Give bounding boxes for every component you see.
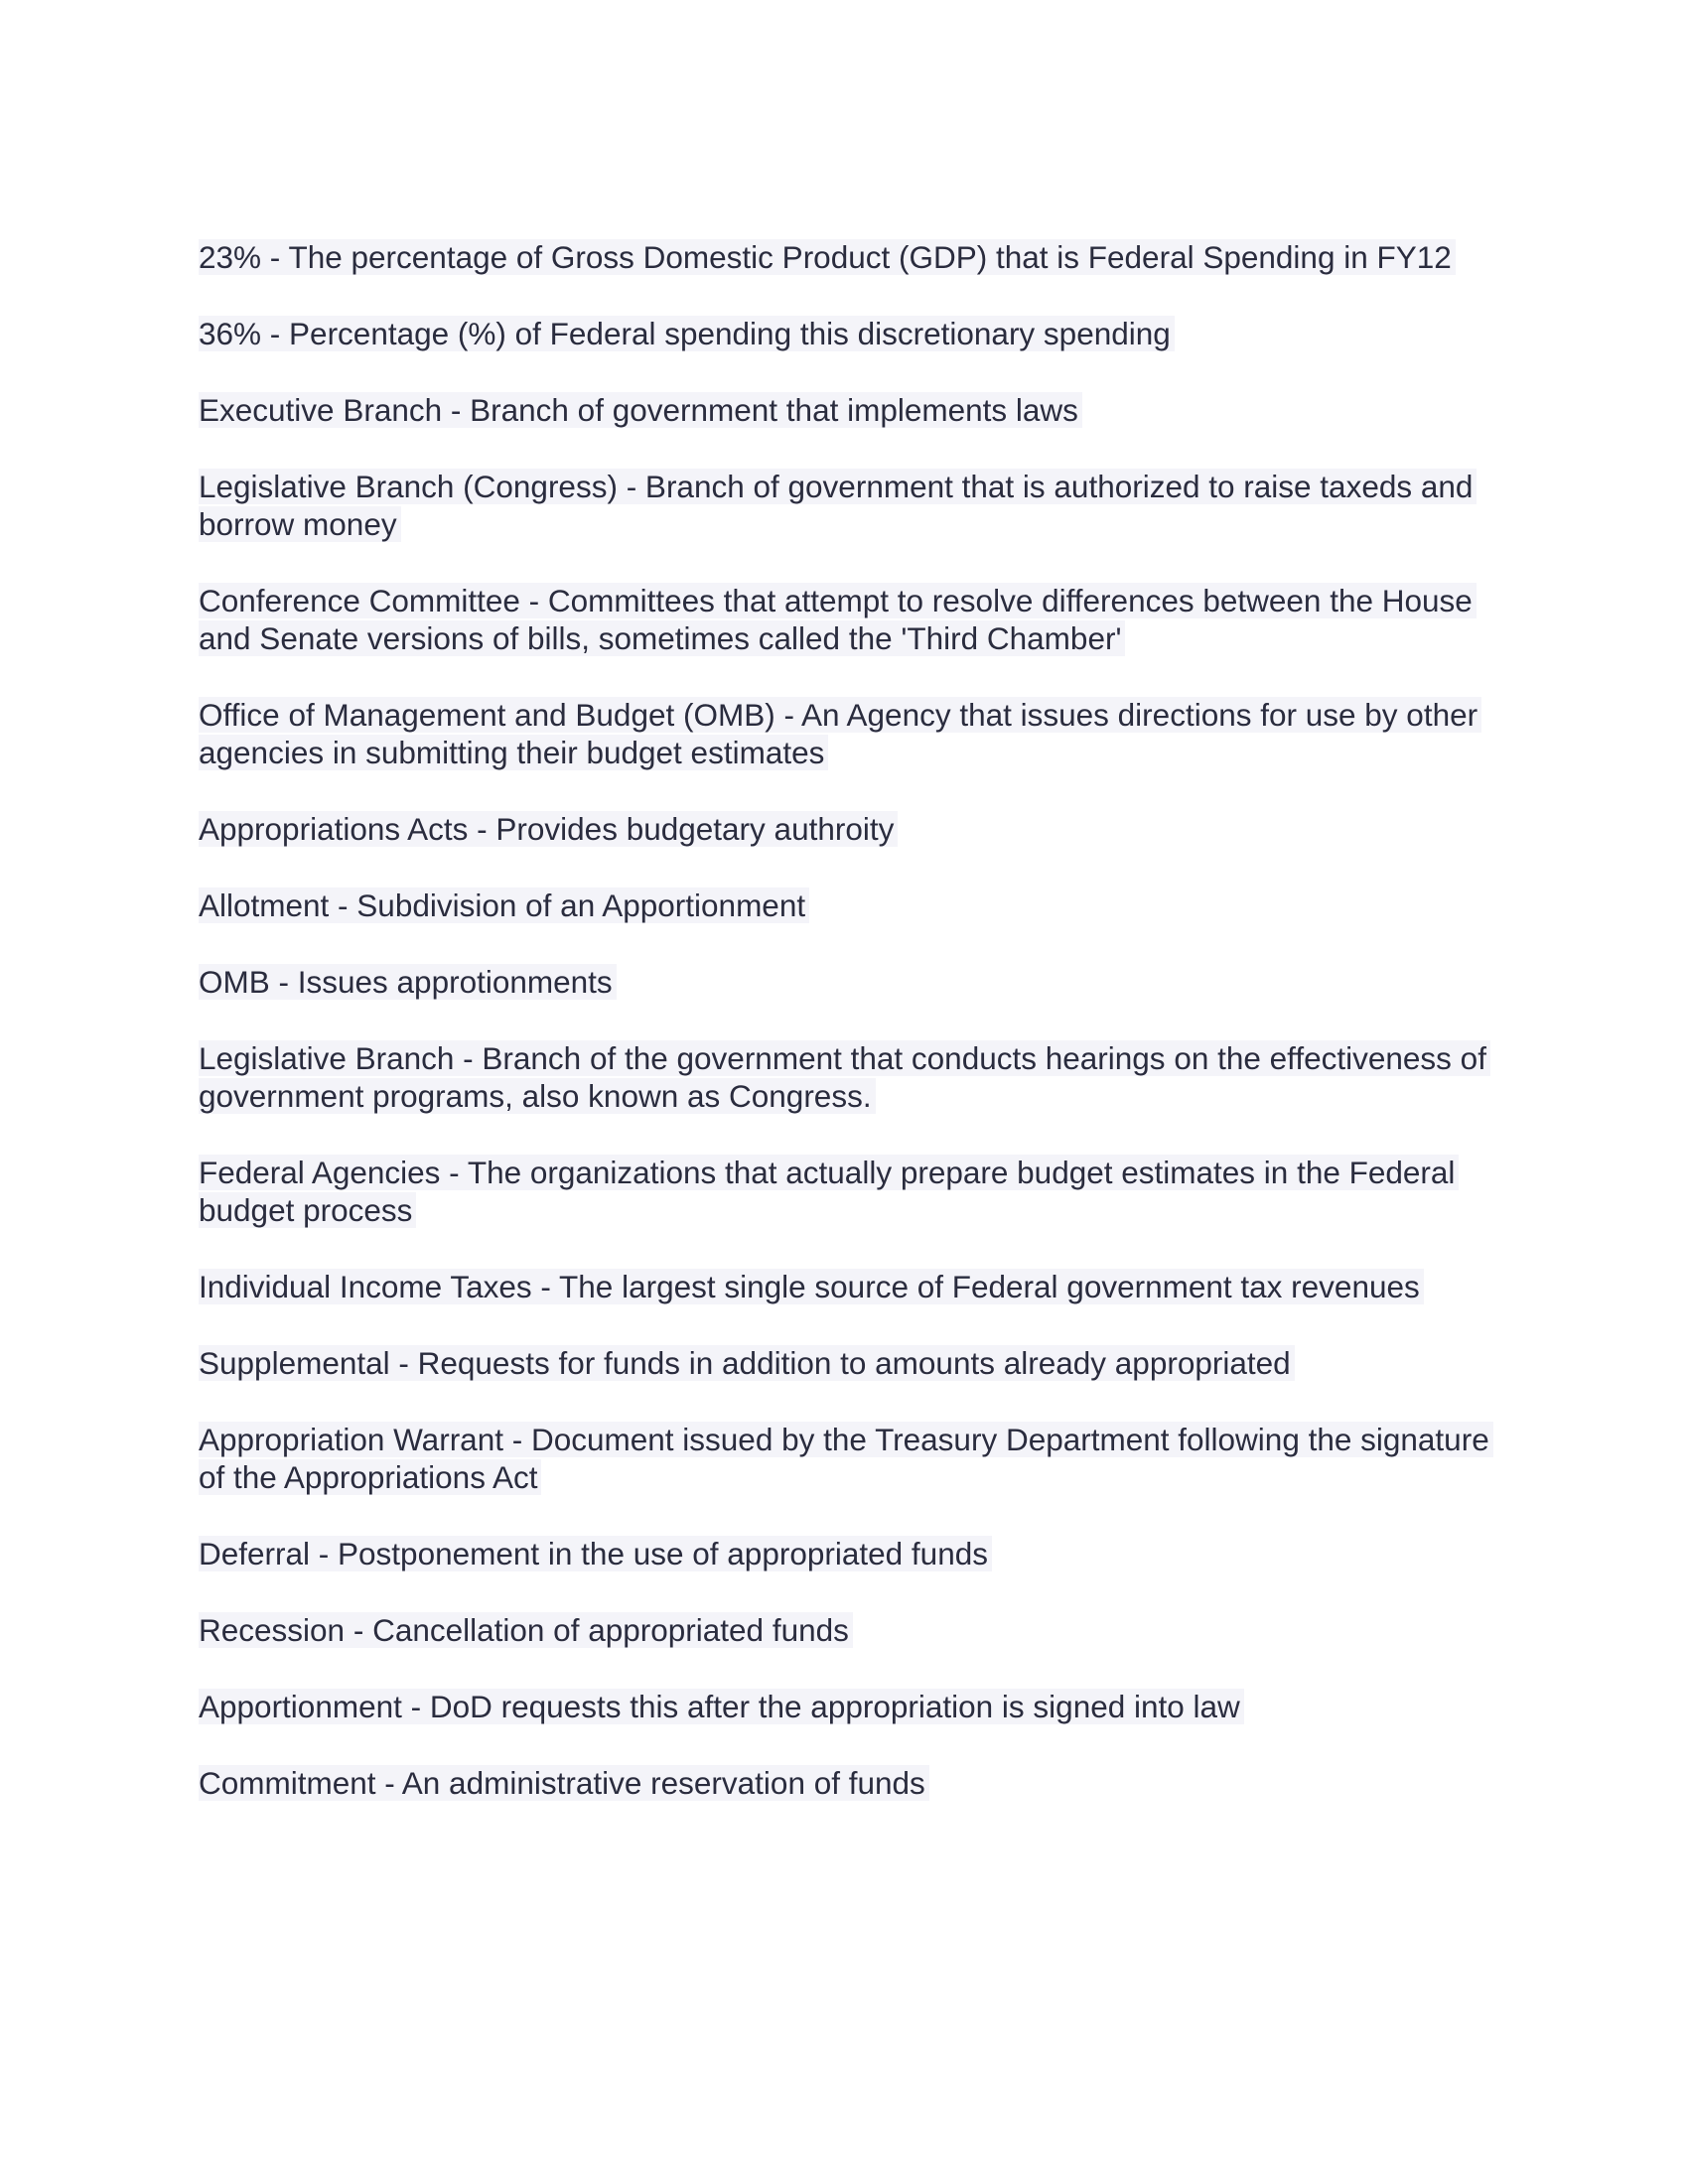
definition-entry xyxy=(199,1421,1499,1496)
definition-text: Appropriation Warrant - Document issued by the Treasury Department following the signature of the Appropriations Act xyxy=(199,1422,1493,1495)
definition-text: Allotment - Subdivision of an Apportionment xyxy=(199,887,809,923)
definition-text: Legislative Branch (Congress) - Branch of government that is authorized to raise taxeds and borrow money xyxy=(199,469,1477,542)
definition-entry xyxy=(199,696,1499,771)
definition-text: Individual Income Taxes - The largest single source of Federal government tax revenues xyxy=(199,1269,1424,1304)
definition-entry xyxy=(199,1154,1499,1229)
definition-text: Appropriations Acts - Provides budgetary authroity xyxy=(199,811,898,847)
definition-text: 36% - Percentage (%) of Federal spending this discretionary spending xyxy=(199,316,1175,351)
definition-entry xyxy=(199,810,1499,848)
definition-entry xyxy=(199,1268,1499,1305)
definition-text: Legislative Branch - Branch of the government that conducts hearings on the effectiveness of government programs, also known as Congress. xyxy=(199,1040,1490,1114)
definition-text: Apportionment - DoD requests this after the appropriation is signed into law xyxy=(199,1689,1244,1724)
definition-text: 23% - The percentage of Gross Domestic Product (GDP) that is Federal Spending in FY12 xyxy=(199,239,1456,275)
definition-entry xyxy=(199,1611,1499,1649)
definition-entry xyxy=(199,887,1499,924)
definition-text: Commitment - An administrative reservation of funds xyxy=(199,1765,929,1801)
definition-text: Supplemental - Requests for funds in addition to amounts already appropriated xyxy=(199,1345,1295,1381)
definition-list xyxy=(199,238,1499,1841)
definition-entry xyxy=(199,963,1499,1001)
definition-entry xyxy=(199,391,1499,429)
definition-text: Federal Agencies - The organizations that actually prepare budget estimates in the Federal budget process xyxy=(199,1155,1459,1228)
definition-text: Deferral - Postponement in the use of appropriated funds xyxy=(199,1536,992,1571)
definition-entry xyxy=(199,1764,1499,1802)
definition-entry xyxy=(199,468,1499,543)
definition-entry xyxy=(199,238,1499,276)
definition-text: Recession - Cancellation of appropriated funds xyxy=(199,1612,853,1648)
definition-text: Office of Management and Budget (OMB) - An Agency that issues directions for use by other agencies in submitting their budget estimates xyxy=(199,697,1481,770)
definition-entry xyxy=(199,315,1499,352)
definition-text: Executive Branch - Branch of government that implements laws xyxy=(199,392,1082,428)
definition-entry xyxy=(199,1039,1499,1115)
definition-text: Conference Committee - Committees that attempt to resolve differences between the House and Senate versions of bills, sometimes called the 'Third Chamber' xyxy=(199,583,1477,656)
definition-entry xyxy=(199,582,1499,657)
definition-entry xyxy=(199,1535,1499,1572)
definition-text: OMB - Issues approtionments xyxy=(199,964,617,1000)
definition-entry xyxy=(199,1688,1499,1725)
definition-entry xyxy=(199,1344,1499,1382)
